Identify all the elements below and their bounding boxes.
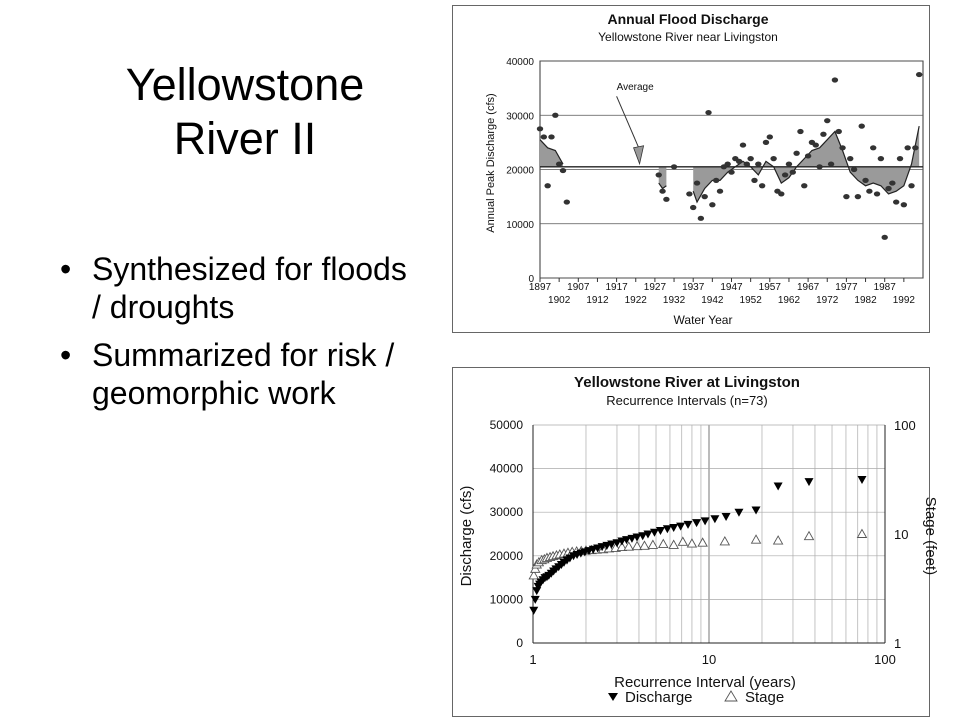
chart1-y-tick-label: 30000 bbox=[506, 111, 534, 123]
chart1-peak-point bbox=[855, 194, 861, 199]
chart1-peak-point bbox=[870, 145, 876, 150]
chart1-peak-point bbox=[698, 216, 704, 221]
chart1-peak-point bbox=[790, 170, 796, 175]
bullet-text: Synthesized for floods / droughts bbox=[92, 251, 407, 325]
chart2-discharge-point bbox=[529, 607, 538, 615]
chart1-x-tick-label: 1907 bbox=[567, 282, 590, 293]
chart2-y-tick-label: 40000 bbox=[489, 461, 523, 476]
chart1-peak-point bbox=[537, 126, 543, 131]
chart1-x-tick-label: 1982 bbox=[854, 295, 877, 306]
chart1-peak-point bbox=[701, 194, 707, 199]
chart2-discharge-point bbox=[663, 525, 672, 533]
chart1-peak-point bbox=[778, 191, 784, 196]
chart2-stage-point bbox=[774, 536, 783, 544]
chart1-plot-layer bbox=[506, 57, 923, 306]
chart1-peak-point bbox=[797, 129, 803, 134]
chart1-peak-point bbox=[747, 156, 753, 161]
chart1-x-tick-label: 1987 bbox=[873, 282, 896, 293]
chart1-peak-point bbox=[908, 183, 914, 188]
chart1-peak-point bbox=[713, 178, 719, 183]
chart2-discharge-point bbox=[722, 513, 731, 521]
bullet-glyph: • bbox=[60, 251, 72, 287]
chart1-peak-point bbox=[889, 180, 895, 185]
chart2-discharge-point bbox=[701, 517, 710, 525]
chart2-discharge-point bbox=[669, 524, 678, 532]
chart1-peak-point bbox=[740, 142, 746, 147]
chart1-x-tick-label: 1992 bbox=[892, 295, 915, 306]
chart1-peak-point bbox=[728, 170, 734, 175]
chart2-stage-point bbox=[659, 540, 668, 548]
chart2-subtitle: Recurrence Intervals (n=73) bbox=[606, 393, 768, 408]
chart1-peak-point bbox=[763, 140, 769, 145]
chart1-peak-point bbox=[859, 124, 865, 129]
chart1-peak-point bbox=[767, 134, 773, 139]
chart2-discharge-point bbox=[734, 509, 743, 517]
chart1-peak-point bbox=[793, 151, 799, 156]
chart1-peak-point bbox=[843, 194, 849, 199]
chart1-peak-point bbox=[556, 161, 562, 166]
chart2-title: Yellowstone River at Livingston bbox=[574, 374, 800, 391]
chart1-peak-point bbox=[836, 129, 842, 134]
recurrence-interval-chart bbox=[452, 367, 939, 717]
slide-title bbox=[60, 58, 430, 166]
chart1-peak-point bbox=[544, 183, 550, 188]
chart1-peak-point bbox=[560, 168, 566, 173]
chart2-stage-point bbox=[640, 541, 649, 549]
chart1-peak-point bbox=[885, 186, 891, 191]
chart2-stage-point bbox=[687, 539, 696, 547]
chart1-peak-point bbox=[694, 180, 700, 185]
chart1-peak-point bbox=[832, 77, 838, 82]
chart2-discharge-point bbox=[684, 521, 693, 529]
chart2-stage-point bbox=[720, 537, 729, 545]
chart2-discharge-point bbox=[774, 483, 783, 491]
chart1-peak-point bbox=[912, 145, 918, 150]
chart1-peak-point bbox=[770, 156, 776, 161]
chart1-x-tick-label: 1927 bbox=[643, 282, 667, 293]
chart1-peak-point bbox=[828, 161, 834, 166]
chart2-y2-tick-label: 10 bbox=[894, 527, 909, 542]
chart1-peak-point bbox=[736, 159, 742, 164]
chart1-x-tick-label: 1977 bbox=[835, 282, 858, 293]
chart2-stage-point bbox=[805, 532, 814, 540]
chart2-y-tick-label: 0 bbox=[516, 636, 523, 650]
chart1-peak-point bbox=[759, 183, 765, 188]
chart1-peak-point bbox=[782, 172, 788, 177]
chart1-peak-point bbox=[820, 132, 826, 137]
chart1-x-tick-label: 1937 bbox=[682, 282, 705, 293]
chart1-peak-point bbox=[663, 197, 669, 202]
chart1-x-tick-label: 1967 bbox=[796, 282, 820, 293]
chart2-discharge-point bbox=[710, 515, 719, 523]
chart1-peak-point bbox=[751, 178, 757, 183]
chart1-y-tick-label: 20000 bbox=[506, 165, 534, 177]
chart2-x-axis-label: Recurrence Interval (years) bbox=[614, 674, 796, 691]
chart1-average-arrow-head bbox=[634, 146, 644, 164]
chart1-peak-point bbox=[878, 156, 884, 161]
chart1-x-tick-label: 1897 bbox=[528, 282, 552, 293]
chart2-stage-point bbox=[669, 540, 678, 548]
chart1-peak-point bbox=[801, 183, 807, 188]
chart2-stage-point bbox=[624, 542, 633, 550]
chart2-stage-point bbox=[857, 530, 866, 538]
annual-flood-discharge-svg bbox=[453, 6, 928, 331]
bullet-item bbox=[60, 250, 410, 326]
chart1-peak-point bbox=[709, 202, 715, 207]
chart1-peak-point bbox=[824, 118, 830, 123]
chart1-peak-point bbox=[744, 161, 750, 166]
chart1-x-tick-label: 1972 bbox=[816, 295, 839, 306]
bullet-list bbox=[60, 250, 410, 422]
chart1-title: Annual Flood Discharge bbox=[607, 11, 769, 27]
chart1-peak-point bbox=[671, 164, 677, 169]
slide-title-line-2: River II bbox=[173, 113, 317, 165]
chart2-legend-discharge-marker bbox=[608, 693, 618, 701]
chart1-peak-point bbox=[847, 156, 853, 161]
chart1-peak-point bbox=[541, 134, 547, 139]
chart1-y-tick-label: 0 bbox=[528, 274, 534, 285]
chart1-x-tick-label: 1962 bbox=[777, 295, 801, 306]
chart1-x-tick-label: 1932 bbox=[662, 295, 686, 306]
chart1-peak-point bbox=[874, 191, 880, 196]
chart1-y-axis-label: Annual Peak Discharge (cfs) bbox=[485, 93, 497, 233]
chart1-subtitle: Yellowstone River near Livingston bbox=[598, 30, 778, 44]
chart1-x-tick-label: 1957 bbox=[758, 282, 781, 293]
chart1-peak-point bbox=[866, 189, 872, 194]
chart2-discharge-point bbox=[692, 519, 701, 527]
slide-title-line-1: Yellowstone bbox=[125, 59, 365, 111]
chart2-legend-stage-label: Stage bbox=[745, 689, 785, 706]
chart1-peak-point bbox=[839, 145, 845, 150]
chart1-peak-point bbox=[724, 161, 730, 166]
chart2-discharge-point bbox=[532, 587, 541, 595]
chart2-discharge-point bbox=[752, 507, 761, 515]
chart1-x-tick-label: 1917 bbox=[605, 282, 628, 293]
annual-flood-discharge-chart bbox=[452, 5, 930, 333]
chart1-peak-point bbox=[805, 153, 811, 158]
chart1-peak-point bbox=[851, 167, 857, 172]
chart1-peak-point bbox=[916, 72, 922, 77]
chart1-peak-point bbox=[686, 191, 692, 196]
chart1-peak-point bbox=[717, 189, 723, 194]
chart1-x-tick-label: 1947 bbox=[720, 282, 743, 293]
chart1-x-axis-label: Water Year bbox=[673, 313, 733, 327]
chart1-y-tick-label: 40000 bbox=[506, 57, 534, 68]
chart1-peak-point bbox=[755, 161, 761, 166]
chart2-stage-point bbox=[698, 538, 707, 546]
chart1-peak-point bbox=[705, 110, 711, 115]
chart1-peak-point bbox=[656, 172, 662, 177]
chart1-peak-point bbox=[659, 189, 665, 194]
chart1-peak-point bbox=[901, 202, 907, 207]
chart2-y-tick-label: 50000 bbox=[489, 418, 523, 432]
chart1-peak-point bbox=[882, 235, 888, 240]
chart1-peak-point bbox=[813, 142, 819, 147]
chart2-y2-tick-label: 1 bbox=[894, 636, 902, 651]
chart2-y2-tick-label: 100 bbox=[894, 418, 916, 433]
bullet-item bbox=[60, 336, 410, 412]
chart2-discharge-point bbox=[805, 478, 814, 486]
chart2-y-tick-label: 10000 bbox=[489, 592, 523, 607]
chart1-peak-point bbox=[816, 164, 822, 169]
chart2-legend-stage-marker bbox=[725, 691, 737, 701]
chart1-average-arrow-shaft bbox=[617, 96, 640, 150]
chart2-legend-discharge-label: Discharge bbox=[625, 689, 693, 706]
chart1-peak-point bbox=[690, 205, 696, 210]
chart2-discharge-point bbox=[650, 529, 659, 537]
chart2-y-axis-label: Discharge (cfs) bbox=[458, 485, 475, 587]
chart1-peak-point bbox=[564, 199, 570, 204]
chart1-x-tick-label: 1942 bbox=[701, 295, 724, 306]
chart1-x-tick-label: 1952 bbox=[739, 295, 762, 306]
chart2-y2-axis-label: Stage (feet) bbox=[922, 496, 939, 576]
chart2-x-tick-label: 10 bbox=[701, 652, 717, 667]
bullet-glyph: • bbox=[60, 337, 72, 373]
chart1-average-annotation: Average bbox=[616, 81, 654, 93]
chart2-y-tick-label: 30000 bbox=[489, 505, 523, 520]
chart1-x-tick-label: 1922 bbox=[624, 295, 647, 306]
chart2-stage-point bbox=[678, 537, 687, 545]
bullet-text: Summarized for risk / geomorphic work bbox=[92, 337, 395, 411]
chart2-discharge-point bbox=[531, 596, 540, 604]
chart2-discharge-point bbox=[857, 476, 866, 484]
chart2-y-tick-label: 20000 bbox=[489, 548, 523, 563]
chart1-x-tick-label: 1902 bbox=[548, 295, 571, 306]
chart1-peak-point bbox=[552, 113, 558, 118]
chart1-y-tick-label: 10000 bbox=[506, 219, 534, 231]
chart2-x-tick-label: 1 bbox=[529, 652, 537, 667]
chart2-plot-layer bbox=[490, 418, 916, 706]
recurrence-interval-svg bbox=[453, 368, 939, 715]
chart2-x-tick-label: 100 bbox=[874, 652, 896, 667]
chart1-peak-point bbox=[786, 161, 792, 166]
chart1-peak-point bbox=[904, 145, 910, 150]
chart1-peak-point bbox=[897, 156, 903, 161]
chart1-peak-point bbox=[548, 134, 554, 139]
chart2-stage-point bbox=[752, 535, 761, 543]
chart1-x-tick-label: 1912 bbox=[586, 295, 609, 306]
chart1-peak-point bbox=[862, 178, 868, 183]
chart2-discharge-point bbox=[676, 523, 685, 531]
chart1-peak-point bbox=[893, 199, 899, 204]
